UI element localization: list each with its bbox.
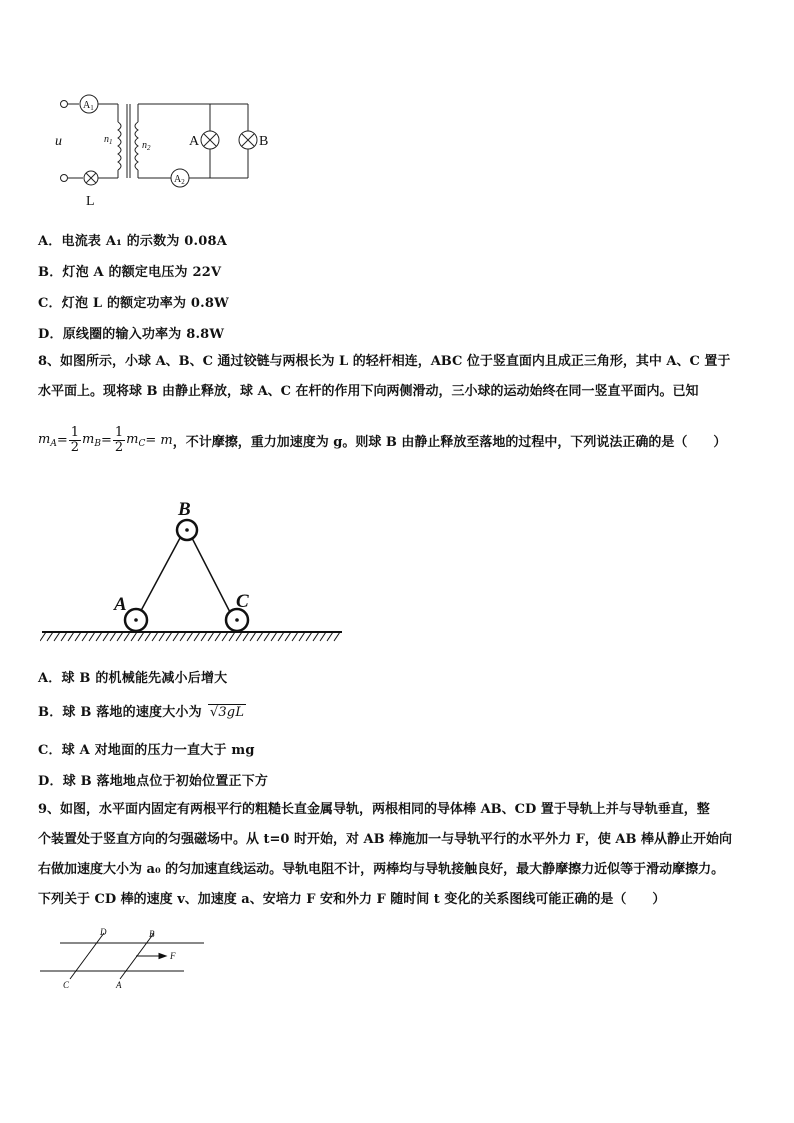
hatch-stroke xyxy=(110,632,116,641)
hatch-stroke xyxy=(173,632,179,641)
q8-stem-line2: 水平面上。现将球 B 由静止释放，球 A、C 在杆的作用下向两侧滑动，三小球的运动始终在同一竖直平面内。已知 xyxy=(38,384,699,399)
sqrt-expression: √3gL xyxy=(209,705,245,720)
q9-stem-line3: 右做加速度大小为 a₀ 的匀加速直线运动。导轨电阻不计，两棒均与导轨接触良好，最大静摩擦力近似等于滑动摩擦力。 xyxy=(38,862,725,877)
hatch-stroke xyxy=(138,632,144,641)
hatch-stroke xyxy=(334,632,340,641)
hatch-stroke xyxy=(131,632,137,641)
hatch-stroke xyxy=(264,632,270,641)
hatch-stroke xyxy=(201,632,207,641)
hatch-stroke xyxy=(152,632,158,641)
hatch-stroke xyxy=(82,632,88,641)
hatch-stroke xyxy=(222,632,228,641)
q8-option-c[interactable]: C．球 A 对地面的压力一直大于 mg xyxy=(38,743,255,758)
hatch-stroke xyxy=(292,632,298,641)
hatch-stroke xyxy=(313,632,319,641)
svg-text:C: C xyxy=(236,591,249,612)
svg-text:n1: $n_1$ xyxy=(104,134,113,146)
hatch-stroke xyxy=(75,632,81,641)
q9-stem xyxy=(38,795,760,915)
hatch-stroke xyxy=(257,632,263,641)
hatch-stroke xyxy=(54,632,60,641)
hatch-stroke xyxy=(229,632,235,641)
svg-text:A: A xyxy=(189,134,200,149)
ground-hatching xyxy=(40,632,340,641)
q9-stem-line2: 个装置处于竖直方向的匀强磁场中。从 t=0 时开始，对 AB 棒施加一与导轨平行的水平外力 F，使 AB 棒从静止开始向 xyxy=(38,832,733,847)
svg-text:A1: $A_1$ xyxy=(83,100,94,112)
svg-text:n2: $n_2$ xyxy=(142,140,151,152)
svg-text:A: A xyxy=(114,594,127,615)
hatch-stroke xyxy=(61,632,67,641)
fraction-half-2: $\frac{1}{2}$ xyxy=(114,424,124,455)
svg-text:C: C xyxy=(63,980,70,990)
hatch-stroke xyxy=(96,632,102,641)
input-terminal-bottom xyxy=(61,175,68,182)
svg-text:A2: $A_2$ xyxy=(174,174,185,186)
q7-option-b[interactable]: B．灯泡 A 的额定电压为 22V xyxy=(38,265,222,280)
hatch-stroke xyxy=(187,632,193,641)
hatch-stroke xyxy=(327,632,333,641)
svg-text:L: L xyxy=(86,194,95,209)
hatch-stroke xyxy=(285,632,291,641)
input-terminal-top xyxy=(61,101,68,108)
q8-option-b[interactable]: B．球 B 落地的速度大小为 √3gL xyxy=(38,705,245,720)
hatch-stroke xyxy=(243,632,249,641)
hatch-stroke xyxy=(278,632,284,641)
svg-text:u: u xyxy=(55,134,62,149)
hatch-stroke xyxy=(250,632,256,641)
hatch-stroke xyxy=(306,632,312,641)
hatch-stroke xyxy=(194,632,200,641)
hatch-stroke xyxy=(68,632,74,641)
hatch-stroke xyxy=(271,632,277,641)
q7-option-d[interactable]: D．原线圈的输入功率为 8.8W xyxy=(38,327,225,342)
hatch-stroke xyxy=(117,632,123,641)
rod-ab xyxy=(136,538,180,620)
q8-stem xyxy=(38,347,760,407)
hatch-stroke xyxy=(89,632,95,641)
three-balls-rods-diagram xyxy=(40,498,345,648)
transformer-circuit-diagram xyxy=(50,90,280,210)
q7-option-c[interactable]: C．灯泡 L 的额定功率为 0.8W xyxy=(38,296,229,311)
svg-text:A: A xyxy=(116,980,122,990)
rod-cd xyxy=(70,933,104,979)
rails-and-rods-diagram xyxy=(36,925,211,995)
hatch-stroke xyxy=(145,632,151,641)
q8-option-d[interactable]: D．球 B 落地地点位于初始位置正下方 xyxy=(38,774,269,789)
hatch-stroke xyxy=(236,632,242,641)
primary-coil-icon xyxy=(118,122,121,170)
hatch-stroke xyxy=(299,632,305,641)
q8-stem-line1: 8、如图所示，小球 A、B、C 通过铰链与两根长为 L 的轻杆相连，ABC 位于竖直面内且成正三角形，其中 A、C 置于 xyxy=(38,354,731,369)
hatch-stroke xyxy=(124,632,130,641)
rod-bc xyxy=(192,538,234,620)
hatch-stroke xyxy=(215,632,221,641)
svg-text:D: D xyxy=(100,927,107,937)
svg-text:B: B xyxy=(178,499,191,520)
hatch-stroke xyxy=(166,632,172,641)
hatch-stroke xyxy=(320,632,326,641)
q9-stem-line1: 9、如图，水平面内固定有两根平行的粗糙长直金属导轨，两根相同的导体棒 AB、CD 置于导轨上并与导轨垂直，整 xyxy=(38,802,710,817)
q8-option-a[interactable]: A．球 B 的机械能先减小后增大 xyxy=(38,671,228,686)
hatch-stroke xyxy=(208,632,214,641)
q9-stem-line4: 下列关于 CD 棒的速度 v、加速度 a、安培力 F 安和外力 F 随时间 t 变化的关系图线可能正确的是（ ） xyxy=(38,892,666,907)
fraction-half-1: $\frac{1}{2}$ xyxy=(70,424,80,455)
hatch-stroke xyxy=(47,632,53,641)
hatch-stroke xyxy=(159,632,165,641)
hatch-stroke xyxy=(40,632,46,641)
svg-text:B: B xyxy=(259,134,269,149)
secondary-coil-icon xyxy=(135,122,138,170)
svg-text:F: F xyxy=(170,951,176,961)
svg-text:B: B xyxy=(149,929,155,939)
q8-mass-condition: $m_A$ = $\frac{1}{2}$ $m_B$ = $\frac{1}{2}$ $m_C$ = m ，不计摩擦，重力加速度为 g。则球 B 由静止释放至落地的过程中，下列说法正确的是（ ） xyxy=(38,424,727,455)
hatch-stroke xyxy=(103,632,109,641)
hatch-stroke xyxy=(180,632,186,641)
q7-option-a[interactable]: A．电流表 A₁ 的示数为 0.08A xyxy=(38,234,228,249)
